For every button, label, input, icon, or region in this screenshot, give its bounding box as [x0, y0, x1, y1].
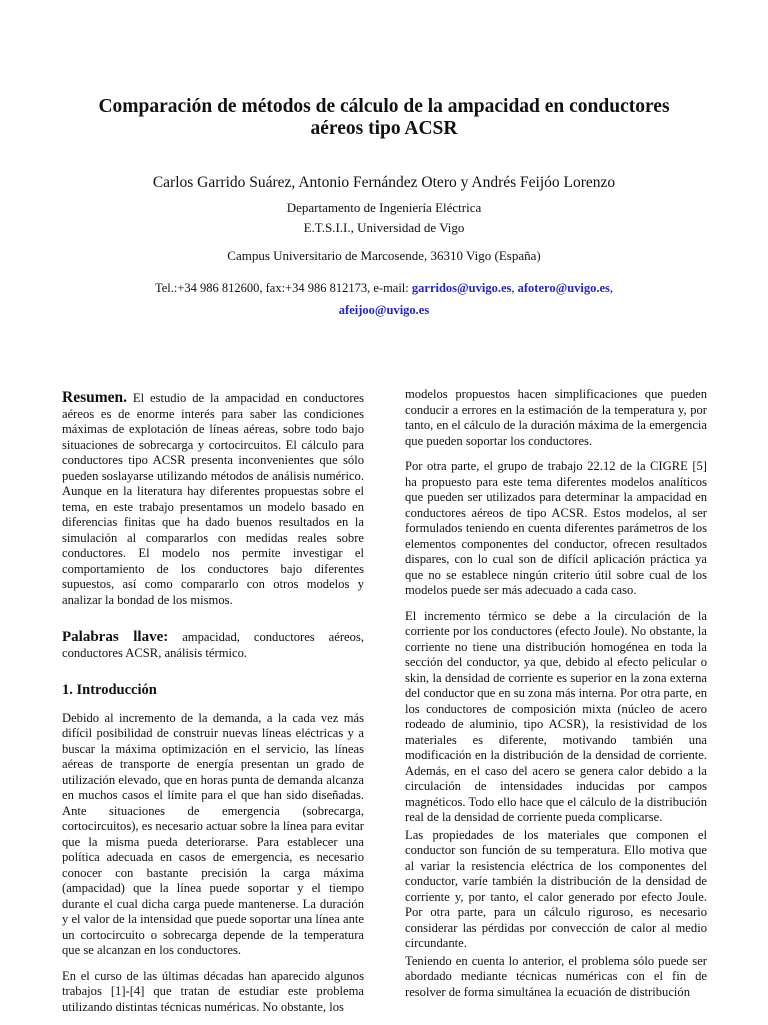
abstract-text: El estudio de la ampacidad en conductores aéreos es de enorme interés para saber las condiciones máximas de explotación de líneas aéreas, sobre todo bajo situaciones de sobrecarga y cortocircuitos. El cálculo para conductores tipo ACSR presenta inconvenientes que sólo pueden soslayarse utilizando métodos de análisis numérico. Aunque en la literatura hay diferentes propuestas sobre el tema, en este trabajo presentamos un modelo basado en diferencias finitas que ha dado buenos resultados en la simulación al compararlos con medidas reales sobre conductores. El modelo nos permite investigar el comportamiento de los conductores bajo diferentes supuestos, así como compararlo con otros modelos y analizar la bondad de los mismos.	[62, 391, 365, 607]
contact-line	[60, 281, 708, 296]
section-heading-introduction: 1. Introducción	[62, 682, 157, 698]
right-paragraph-1: modelos propuestos hacen simplificaciones que pueden conducir a errores en la estimación de la temperatura y, por tanto, en el cálculo de la duración máxima de la emergencia que pueden soportar los conductores.	[405, 387, 707, 448]
email-link-garrido[interactable]: garridos@uvigo.es	[411, 281, 512, 295]
email-link-fernandez[interactable]: afotero@uvigo.es	[517, 281, 610, 295]
email-separator: ,	[511, 281, 515, 295]
right-paragraph-3: El incremento térmico se debe a la circulación de la corriente por los conductores (efecto Joule). No obstante, la corriente no tiene una distribución homogénea en toda la sección del conductor, ya que, debido al efecto pelicular o skin, la densidad de corriente es superior en la zona externa del conductor que en su zona más interna. Por otra parte, en los conductores de composición mixta (núcleo de acero rodeado de aluminio, tipo ACSR), la resistividad de los materiales es diferente, motivando también una modificación en la distribución de la densidad de corriente. Además, en el caso del acero se genera calor debido a la circulación de intensidades inducidas por campos magnéticos. Todo ello hace que el cálculo de la distribución real de la densidad de corriente pueda complicarse.	[405, 608, 707, 824]
right-paragraph-5: Teniendo en cuenta lo anterior, el problema sólo puede ser abordado mediante técnicas numéricas con el fin de resolver de forma simultánea la ecuación de distribución	[405, 953, 707, 999]
intro-paragraph-1: Debido al incremento de la demanda, a la cada vez más difícil posibilidad de construir nuevas líneas eléctricas y a buscar la máxima optimización en el servicio, las líneas aéreas de transporte de energía presentan un grado de utilización elevado, que en horas punta de demanda alcanza en muchos casos el límite para el que han sido diseñadas. Ante situaciones de emergencia (sobrecarga, cortocircuitos), es necesario actuar sobre la línea para evitar que la misma pueda deteriorarse. Para establecer una política adecuada en casos de emergencia, es necesario conocer con bastante precisión la carga máxima (ampacidad) que la línea puede soportar y el tiempo durante el cual dicha carga puede mantenerse. La duración y el valor de la intensidad que puede soportar una línea ante un cortocircuito o sobrecarga depende de la temperatura que se alcanzan en los conductores.	[62, 710, 364, 957]
contact-prefix: Tel.:+34 986 812600, fax:+34 986 812173, e-mail:	[154, 281, 409, 295]
abstract-label: Resumen.	[62, 389, 128, 406]
keywords-text: ampacidad, conductores aéreos, conductores ACSR, análisis térmico.	[62, 630, 364, 660]
campus-address: Campus Universitario de Marcosende, 36310 Vigo (España)	[227, 248, 541, 263]
department: Departamento de Ingeniería Eléctrica	[286, 200, 482, 215]
paper-title	[60, 96, 708, 140]
school: E.T.S.I.I., Universidad de Vigo	[303, 220, 465, 235]
contact-line-2	[60, 303, 708, 318]
right-paragraph-2: Por otra parte, el grupo de trabajo 22.12 de la CIGRE [5] ha propuesto para este tema diferentes modelos analíticos que pueden ser utilizados para determinar la ampacidad en conductores aéreos de tipo ACSR. Estos modelos, al ser formulados teniendo en cuenta diferentes parámetros de los elementos componentes del conductor, ofrecen resultados dispares, con lo cual son de difícil aplicación práctica ya que no se establece ningún criterio útil sobre cual de los modelos puede ser más adecuado a cada caso.	[405, 459, 707, 597]
right-column	[405, 387, 707, 1010]
abstract	[62, 390, 364, 608]
title-line-2: aéreos tipo ACSR	[310, 118, 458, 139]
keywords-label: Palabras llave:	[62, 629, 169, 645]
title-line-1: Comparación de métodos de cálculo de la ampacidad en conductores	[98, 96, 670, 117]
left-column	[62, 390, 364, 1025]
email-separator: ,	[609, 281, 614, 295]
right-paragraph-4: Las propiedades de los materiales que componen el conductor son función de su temperatura. Ello motiva que al variar la resistencia eléctrica de los componentes del conductor, varíe también la distribución de la densidad de corriente y, por tanto, el calor generado por efecto Joule. Por otra parte, para un cálculo riguroso, es necesario considerar las pérdidas por convección de calor al medio circundante.	[405, 827, 707, 950]
email-link-feijoo[interactable]: afeijoo@uvigo.es	[338, 303, 430, 317]
author-list: Carlos Garrido Suárez, Antonio Fernández Otero y Andrés Feijóo Lorenzo	[152, 174, 616, 191]
intro-paragraph-2: En el curso de las últimas décadas han aparecido algunos trabajos [1]-[4] que tratan de estudiar este problema utilizando distintas técnicas numéricas. No obstante, los	[62, 968, 364, 1014]
keywords	[62, 630, 364, 661]
